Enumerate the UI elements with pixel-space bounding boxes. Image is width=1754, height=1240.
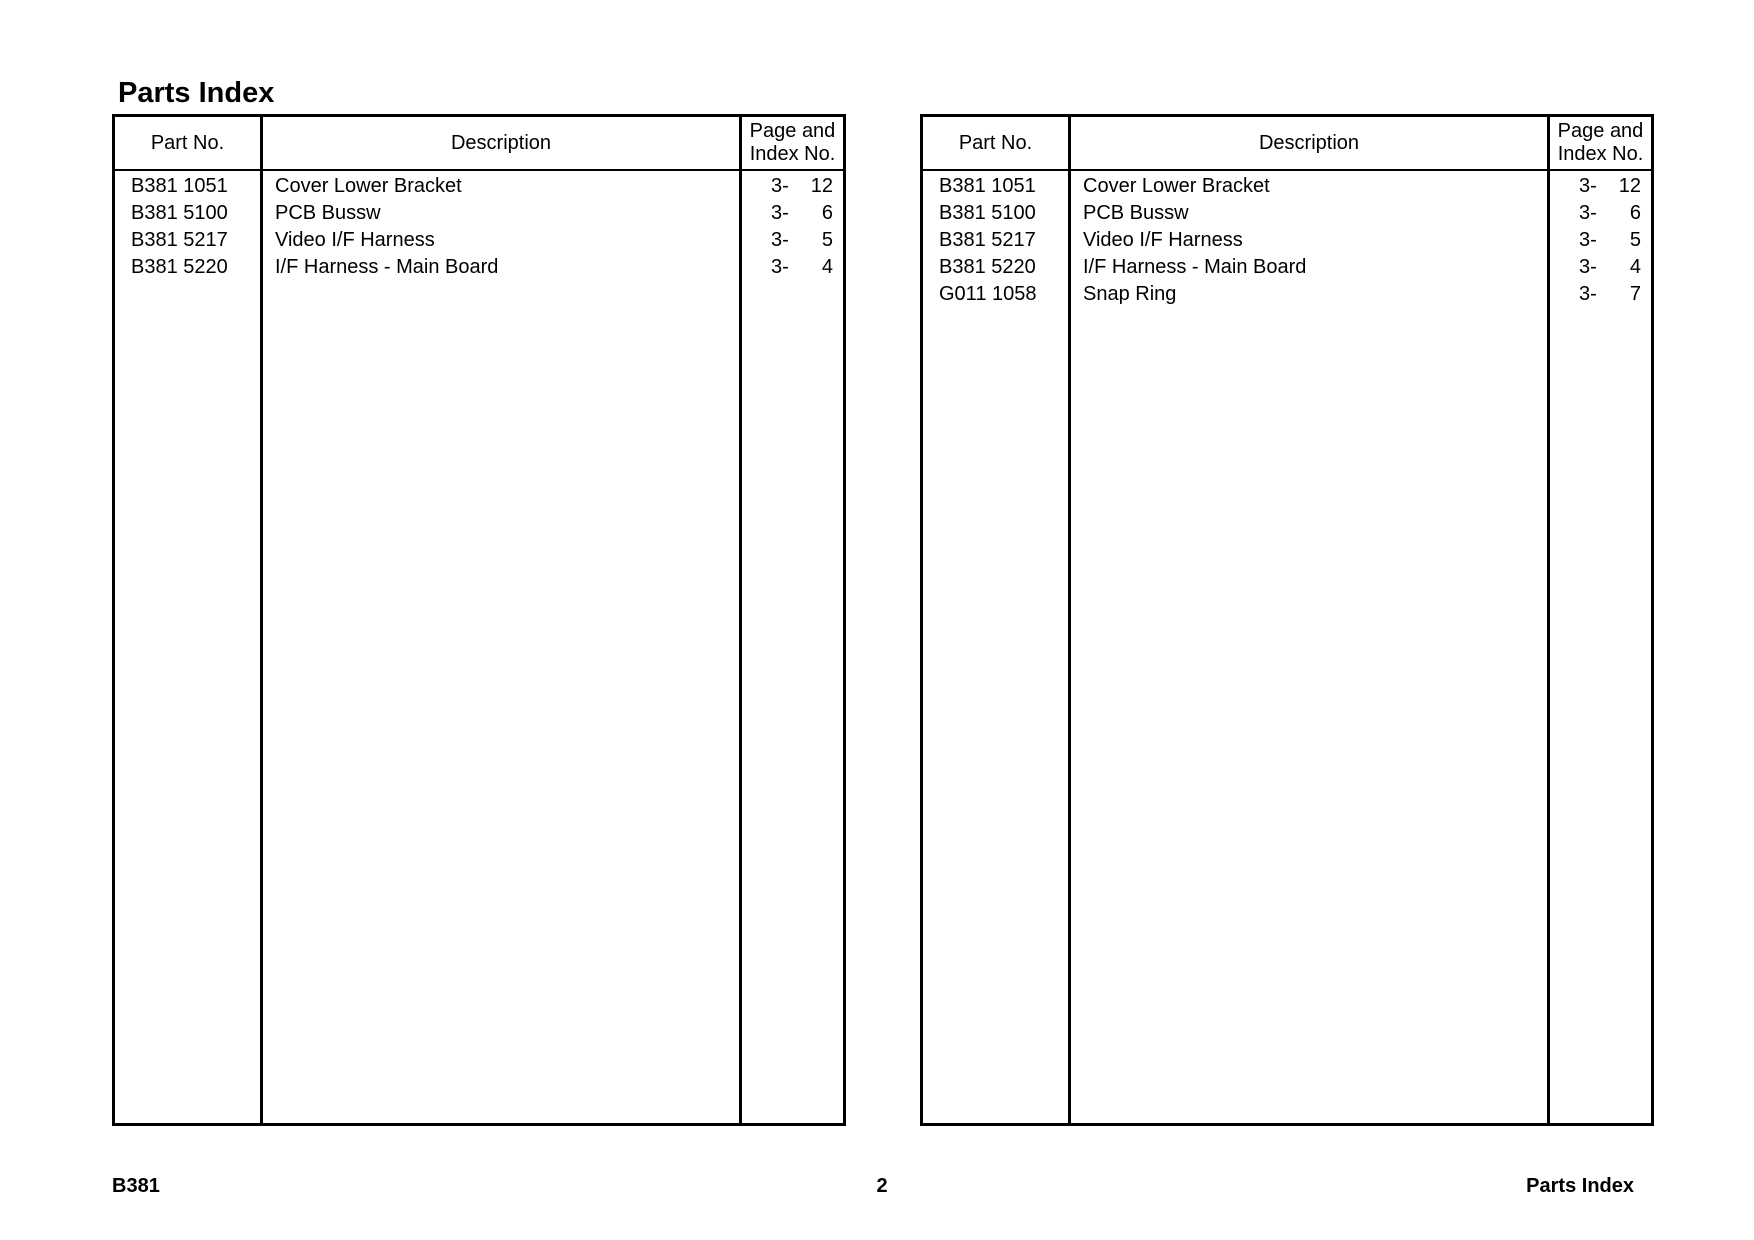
table-row bbox=[923, 227, 1651, 254]
footer-section: Parts Index bbox=[1526, 1175, 1634, 1197]
part-number-cell: B381 5100 bbox=[939, 202, 1036, 224]
index-number-cell: 7 bbox=[1629, 283, 1641, 305]
description-cell: I/F Harness - Main Board bbox=[275, 256, 499, 278]
description-cell: Cover Lower Bracket bbox=[275, 175, 462, 197]
header-part-no: Part No. bbox=[150, 131, 225, 154]
page-section-cell: 3- bbox=[771, 229, 789, 251]
description-cell: Video I/F Harness bbox=[275, 229, 435, 251]
page-title: Parts Index bbox=[118, 77, 275, 109]
index-number-cell: 5 bbox=[1629, 229, 1641, 251]
part-number-cell: B381 5100 bbox=[131, 202, 228, 224]
page-section-cell: 3- bbox=[1579, 175, 1597, 197]
page-section-cell: 3- bbox=[771, 256, 789, 278]
header-page-index-label: Page and Index No. bbox=[1557, 120, 1644, 165]
description-cell: Cover Lower Bracket bbox=[1083, 175, 1270, 197]
page-section-cell: 3- bbox=[771, 202, 789, 224]
footer-page-number: 2 bbox=[876, 1175, 888, 1197]
header-page-index bbox=[1550, 117, 1651, 169]
table-row bbox=[923, 254, 1651, 281]
header-divider bbox=[115, 169, 843, 171]
header-part-no: Part No. bbox=[958, 131, 1033, 154]
part-number-cell: B381 5217 bbox=[939, 229, 1036, 251]
page-section-cell: 3- bbox=[1579, 256, 1597, 278]
page-section-cell: 3- bbox=[1579, 229, 1597, 251]
parts-table-left bbox=[112, 114, 846, 1126]
description-cell: I/F Harness - Main Board bbox=[1083, 256, 1307, 278]
index-number-cell: 4 bbox=[1629, 256, 1641, 278]
table-rows bbox=[115, 173, 843, 281]
header-description: Description bbox=[1258, 131, 1360, 154]
part-number-cell: B381 5220 bbox=[131, 256, 228, 278]
header-divider bbox=[923, 169, 1651, 171]
index-number-cell: 4 bbox=[821, 256, 833, 278]
index-number-cell: 12 bbox=[1618, 175, 1641, 197]
header-description: Description bbox=[450, 131, 552, 154]
part-number-cell: B381 1051 bbox=[131, 175, 228, 197]
index-number-cell: 5 bbox=[821, 229, 833, 251]
table-row bbox=[923, 281, 1651, 308]
header-page-index-label: Page and Index No. bbox=[749, 120, 836, 165]
part-number-cell: B381 5220 bbox=[939, 256, 1036, 278]
description-cell: Video I/F Harness bbox=[1083, 229, 1243, 251]
table-row bbox=[115, 200, 843, 227]
part-number-cell: B381 5217 bbox=[131, 229, 228, 251]
table-rows bbox=[923, 173, 1651, 308]
index-number-cell: 6 bbox=[1629, 202, 1641, 224]
description-cell: PCB Bussw bbox=[1083, 202, 1189, 224]
part-number-cell: B381 1051 bbox=[939, 175, 1036, 197]
footer-model: B381 bbox=[112, 1175, 160, 1197]
table-row bbox=[923, 173, 1651, 200]
index-number-cell: 6 bbox=[821, 202, 833, 224]
index-number-cell: 12 bbox=[810, 175, 833, 197]
header-page-index bbox=[742, 117, 843, 169]
page-section-cell: 3- bbox=[1579, 283, 1597, 305]
description-cell: PCB Bussw bbox=[275, 202, 381, 224]
table-row bbox=[115, 227, 843, 254]
parts-table-right bbox=[920, 114, 1654, 1126]
table-row bbox=[115, 173, 843, 200]
page-section-cell: 3- bbox=[771, 175, 789, 197]
table-row bbox=[115, 254, 843, 281]
table-row bbox=[923, 200, 1651, 227]
description-cell: Snap Ring bbox=[1083, 283, 1177, 305]
part-number-cell: G011 1058 bbox=[939, 283, 1037, 305]
page-section-cell: 3- bbox=[1579, 202, 1597, 224]
